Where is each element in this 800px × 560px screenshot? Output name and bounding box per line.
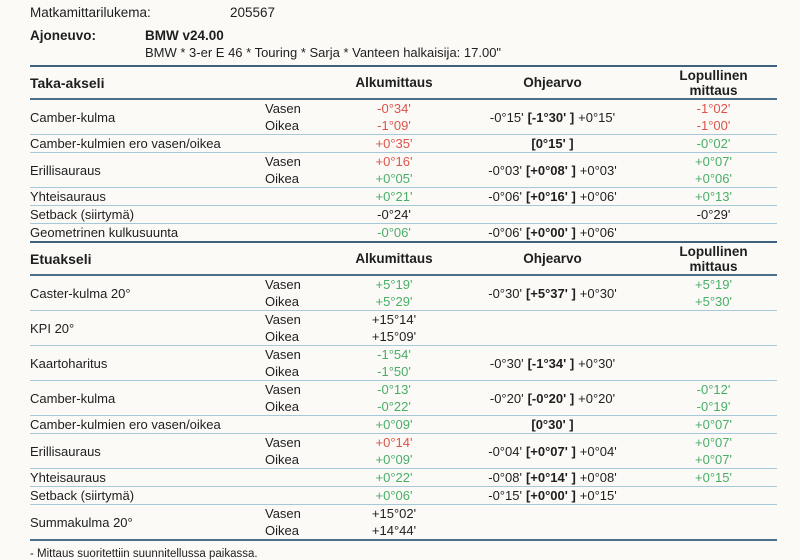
- parameter-label: Kaartoharitus: [30, 355, 108, 371]
- measurement-value: +15°02': [371, 506, 417, 521]
- side-label-left: Vasen: [265, 277, 301, 292]
- measurement-value: -0°12': [696, 382, 731, 397]
- vehicle-row: [30, 28, 777, 43]
- document-header: [30, 5, 777, 60]
- odometer-row: [30, 5, 777, 20]
- measurement-value: -1°02': [696, 101, 731, 116]
- target-nominal: [+5°37' ]: [525, 285, 576, 301]
- side-label-right: Oikea: [265, 171, 299, 186]
- measurement-value: -0°13': [377, 382, 411, 397]
- measurement-value: -1°54': [377, 347, 411, 362]
- column-header-final: [650, 68, 777, 98]
- initial-measurement: [333, 276, 455, 310]
- target-max: +0°03': [579, 162, 617, 178]
- column-header-target: Ohjearvo: [523, 75, 582, 90]
- target-nominal: [+0°08' ]: [525, 162, 576, 178]
- table-row: [30, 100, 777, 134]
- measurement-value: +0°14': [375, 435, 413, 450]
- target-nominal: [0°15' ]: [531, 136, 574, 151]
- measurement-value: +0°22': [375, 470, 413, 485]
- parameter-label: Setback (siirtymä): [30, 488, 135, 503]
- table-row: [30, 205, 777, 223]
- target-range: [455, 285, 650, 302]
- section-header-row: [30, 243, 777, 276]
- measurement-value: +0°07': [695, 154, 732, 169]
- final-measurement: [650, 381, 777, 415]
- target-nominal: [+0°00' ]: [525, 225, 576, 240]
- side-labels: [265, 311, 333, 345]
- parameter-label: Caster-kulma 20°: [30, 285, 131, 301]
- target-range: [455, 188, 650, 205]
- target-min: -0°08': [488, 470, 522, 485]
- measurement-value: +0°07': [695, 452, 732, 467]
- parameter-label: Camber-kulmien ero vasen/oikea: [30, 136, 221, 151]
- initial-measurement: [333, 100, 455, 134]
- parameter-label: Yhteisauraus: [30, 470, 106, 485]
- target-range: [455, 135, 650, 152]
- target-range: [455, 109, 650, 126]
- measurement-value: -1°00': [696, 118, 731, 133]
- final-measurement: [650, 188, 777, 205]
- measurement-value: +5°29': [375, 294, 413, 309]
- table-row: [30, 187, 777, 205]
- table-row: [30, 134, 777, 152]
- parameter-label: Camber-kulma: [30, 390, 116, 406]
- initial-measurement: [333, 346, 455, 380]
- measurement-value: +0°13': [695, 189, 732, 204]
- side-labels: [265, 505, 333, 539]
- target-nominal: [+0°16' ]: [525, 189, 576, 204]
- target-nominal: [-1°34' ]: [527, 355, 575, 371]
- side-labels: [265, 434, 333, 468]
- side-labels: [265, 153, 333, 187]
- measurement-value: +14°44': [371, 523, 417, 538]
- measurement-value: +0°05': [375, 171, 413, 186]
- initial-measurement: [333, 487, 455, 504]
- table-row: [30, 468, 777, 486]
- measurement-value: +0°06': [375, 488, 413, 503]
- measurement-value: +0°09': [375, 452, 413, 467]
- parameter-label: Setback (siirtymä): [30, 207, 135, 222]
- final-measurement: [650, 100, 777, 134]
- parameter-label: Camber-kulmien ero vasen/oikea: [30, 417, 221, 432]
- target-min: -0°03': [488, 162, 522, 178]
- measurement-value: +0°07': [695, 417, 732, 432]
- measurement-value: +15°14': [371, 312, 417, 327]
- initial-measurement: [333, 416, 455, 433]
- table-row: [30, 433, 777, 468]
- target-range: [455, 224, 650, 241]
- measurement-value: -0°22': [377, 399, 411, 414]
- measurement-value: +15°09': [371, 329, 417, 344]
- column-header-final-line2: mittaus: [689, 258, 738, 274]
- final-measurement: [650, 276, 777, 310]
- measurement-value: +0°21': [375, 189, 413, 204]
- target-nominal: [0°30' ]: [531, 417, 574, 432]
- measurement-value: -0°02': [696, 136, 731, 151]
- footer-note: - Mittaus suoritettiin suunnitellussa paikassa.: [30, 548, 258, 560]
- table-row: [30, 345, 777, 380]
- side-label-left: Vasen: [265, 382, 301, 397]
- odometer-label: Matkamittarilukema:: [30, 5, 151, 20]
- target-range: [455, 416, 650, 433]
- target-nominal: [+0°00' ]: [525, 488, 576, 503]
- table-row: [30, 223, 777, 241]
- side-labels: [265, 346, 333, 380]
- target-min: -0°15': [489, 109, 524, 125]
- initial-measurement: [333, 135, 455, 152]
- measurement-value: +0°16': [375, 154, 413, 169]
- measurement-value: +0°15': [695, 470, 732, 485]
- target-nominal: [+0°07' ]: [525, 443, 576, 459]
- measurement-value: -1°09': [377, 118, 411, 133]
- initial-measurement: [333, 188, 455, 205]
- table-row: [30, 486, 777, 504]
- side-label-left: Vasen: [265, 435, 301, 450]
- target-nominal: [-0°20' ]: [527, 390, 575, 406]
- column-header-final-line1: Lopullinen: [679, 243, 748, 259]
- column-header-initial: Alkumittaus: [355, 251, 433, 266]
- table-row: [30, 152, 777, 187]
- measurement-value: -1°50': [377, 364, 411, 379]
- measurement-value: +5°19': [695, 277, 732, 292]
- table-row: [30, 276, 777, 310]
- side-label-left: Vasen: [265, 347, 301, 362]
- parameter-label: Yhteisauraus: [30, 189, 106, 204]
- parameter-label: Geometrinen kulkusuunta: [30, 225, 179, 240]
- column-header-target: Ohjearvo: [523, 251, 582, 266]
- side-label-left: Vasen: [265, 154, 301, 169]
- table-row: [30, 415, 777, 433]
- axle-section: [30, 241, 777, 539]
- axle-section: [30, 65, 777, 241]
- vehicle-name: BMW v24.00: [145, 28, 224, 43]
- side-label-right: Oikea: [265, 364, 299, 379]
- target-range: [455, 487, 650, 504]
- final-measurement: [650, 434, 777, 468]
- report-table: [30, 65, 777, 541]
- initial-measurement: [333, 469, 455, 486]
- column-header-final: [650, 244, 777, 274]
- column-header-final-line2: mittaus: [689, 82, 738, 98]
- measurement-value: +0°35': [375, 136, 413, 151]
- target-range: [455, 443, 650, 460]
- target-min: -0°06': [488, 189, 522, 204]
- section-header-row: [30, 67, 777, 100]
- initial-measurement: [333, 224, 455, 241]
- measurement-value: +0°09': [375, 417, 413, 432]
- target-min: -0°20': [489, 390, 524, 406]
- target-nominal: [-1°30' ]: [527, 109, 575, 125]
- target-min: -0°30': [488, 285, 522, 301]
- side-labels: [265, 100, 333, 134]
- measurement-value: +5°19': [375, 277, 413, 292]
- target-max: +0°15': [579, 488, 617, 503]
- final-measurement: [650, 153, 777, 187]
- target-max: +0°30': [578, 355, 616, 371]
- target-max: +0°15': [578, 109, 616, 125]
- target-min: -0°04': [488, 443, 522, 459]
- measurement-value: +0°07': [695, 435, 732, 450]
- side-labels: [265, 276, 333, 310]
- target-max: +0°08': [579, 470, 617, 485]
- measurement-value: -0°29': [696, 207, 731, 222]
- side-label-right: Oikea: [265, 118, 299, 133]
- section-title: Etuakseli: [30, 250, 92, 267]
- parameter-label: Camber-kulma: [30, 109, 116, 125]
- side-label-right: Oikea: [265, 329, 299, 344]
- vehicle-spec: BMW * 3-er E 46 * Touring * Sarja * Vanteen halkaisija: 17.00": [145, 45, 502, 60]
- final-measurement: [650, 416, 777, 433]
- final-measurement: [650, 206, 777, 223]
- initial-measurement: [333, 153, 455, 187]
- measurement-value: -0°06': [377, 225, 411, 240]
- side-label-right: Oikea: [265, 452, 299, 467]
- target-min: -0°06': [488, 225, 522, 240]
- initial-measurement: [333, 381, 455, 415]
- target-min: -0°15': [488, 488, 522, 503]
- side-label-left: Vasen: [265, 506, 301, 521]
- initial-measurement: [333, 206, 455, 223]
- target-max: +0°06': [579, 189, 617, 204]
- side-label-right: Oikea: [265, 523, 299, 538]
- target-range: [455, 390, 650, 407]
- measurement-value: -0°24': [377, 207, 411, 222]
- target-max: +0°04': [579, 443, 617, 459]
- measurement-value: +0°06': [695, 171, 732, 186]
- target-range: [455, 162, 650, 179]
- target-range: [455, 469, 650, 486]
- measurement-value: +5°30': [695, 294, 732, 309]
- parameter-label: KPI 20°: [30, 320, 75, 336]
- measurement-value: -0°19': [696, 399, 731, 414]
- target-max: +0°30': [579, 285, 617, 301]
- measurement-value: -0°34': [377, 101, 411, 116]
- final-measurement: [650, 135, 777, 152]
- side-label-right: Oikea: [265, 399, 299, 414]
- target-nominal: [+0°14' ]: [525, 470, 576, 485]
- section-title: Taka-akseli: [30, 74, 105, 91]
- table-row: [30, 380, 777, 415]
- column-header-initial: Alkumittaus: [355, 75, 433, 90]
- vehicle-label: Ajoneuvo:: [30, 28, 96, 43]
- side-label-left: Vasen: [265, 101, 301, 116]
- final-measurement: [650, 469, 777, 486]
- table-row: [30, 310, 777, 345]
- side-label-right: Oikea: [265, 294, 299, 309]
- initial-measurement: [333, 505, 455, 539]
- target-max: +0°06': [579, 225, 617, 240]
- target-range: [455, 355, 650, 372]
- initial-measurement: [333, 311, 455, 345]
- parameter-label: Erillisauraus: [30, 162, 101, 178]
- table-row: [30, 504, 777, 539]
- target-min: -0°30': [489, 355, 524, 371]
- initial-measurement: [333, 434, 455, 468]
- side-label-left: Vasen: [265, 312, 301, 327]
- side-labels: [265, 381, 333, 415]
- column-header-final-line1: Lopullinen: [679, 67, 748, 83]
- odometer-value: 205567: [230, 5, 276, 20]
- target-max: +0°20': [578, 390, 616, 406]
- parameter-label: Summakulma 20°: [30, 514, 133, 530]
- parameter-label: Erillisauraus: [30, 443, 101, 459]
